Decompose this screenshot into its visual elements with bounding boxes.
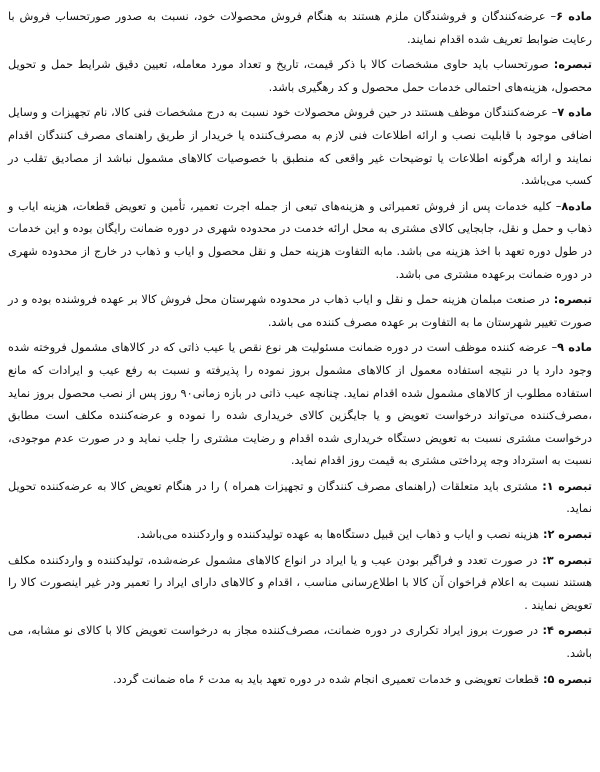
paragraph-text: عرضه کننده موظف است در دوره ضمانت مسئولیت هر نوع نقص یا عیب ذاتی که در کالاهای مشمول فروخته شده وجود دارد یا در نتیجه استفاده معمول از کالاهای مشمول بروز نموده را پذیرفته و نسبت به رفع عیب و ایرادات که مانع استفاده مطلوب از کالاهای مشمول شده اقدام نماید. چنانچه عیب ذاتی در بازه زمانی۹۰ روز پس از نصب محصول بروز نماید ،مصرف‌کننده می‌تواند درخواست تعویض و یا جایگزین کالای خریداری شده را نموده و عرضه‌کننده مکلف است مطابق درخواست مشتری نسبت به تعویض دستگاه خریداری شده اقدام و رضایت مشتری را جلب نماید و در صورت عدم موجودی، نسبت به استرداد وجه پرداختی مشتری به قیمت روز اقدام نماید. [8, 341, 592, 468]
paragraph-heading: ماده ۶ [556, 10, 593, 23]
paragraph-separator: – [547, 106, 558, 120]
paragraph-separator: : [539, 528, 548, 542]
paragraph-separator: : [538, 624, 547, 638]
paragraph-text: در صنعت مبلمان هزینه حمل و نقل و ایاب ذهاب در محدوده شهرستان محل فروش کالا بر عهده فروشنده بوده و در صورت تغییر شهرستان ما به التفاوت بر عهده مصرف کننده می باشد. [8, 293, 592, 329]
article-9-note-1 [8, 476, 592, 521]
paragraph-separator: – [547, 341, 558, 355]
paragraph-heading: تبصره ۳ [546, 553, 592, 567]
paragraph-heading: تبصره [558, 58, 592, 72]
paragraph-text: صورتحساب باید حاوی مشخصات کالا با ذکر قیمت، تاریخ و تعداد مورد معامله، تعیین دقیق شرایط حمل و تحویل محصول، هزینه‌های احتمالی خدمات حمل محصول و کد رهگیری باشد. [8, 58, 592, 94]
paragraph-text: هزینه نصب و ایاب و ذهاب این قبیل دستگاه‌ها به عهده تولیدکننده و واردکننده می‌باشد. [136, 528, 540, 542]
article-9-note-3 [8, 550, 592, 618]
paragraph-text: عرضه‌کنندگان موظف هستند در حین فروش محصولات خود نسبت به درج مشخصات فنی کالا، نام تجهیزات و وسایل اضافی موجود با قابلیت نصب و ارائه اطلاعات فنی لازم به مصرف‌کننده یا خریدار از طریق راهنمای مصرف کنندگان اقدام نمایند و ارائه هرگونه اطلاعات یا توضیحات غیر واقعی که منطبق با خصوصیات کالاهای مشمول نباشد از مصادیق تقلب در کسب می‌باشد. [8, 106, 592, 188]
paragraph-heading: تبصره ۲ [547, 528, 592, 542]
article-9-note-2 [8, 524, 592, 547]
paragraph-heading: ماده ۹ [557, 341, 592, 355]
article-8-note [8, 289, 592, 334]
paragraph-separator: – [551, 199, 562, 213]
paragraph-heading: تبصره ۵ [547, 672, 592, 686]
paragraph-separator: : [539, 672, 548, 686]
paragraph-separator: : [548, 58, 559, 72]
article-9-note-4 [8, 620, 592, 665]
paragraph-text: مشتری باید متعلقات (راهنمای مصرف کنندگان و تجهیزات همراه ) را در هنگام تعویض کالا به عرضه‌کننده تحویل نماید. [8, 479, 592, 516]
article-7 [8, 102, 592, 192]
paragraph-heading: تبصره ۱ [546, 479, 592, 493]
paragraph-text: در صورت تعدد و فراگیر بودن عیب و یا ایراد در انواع کالاهای مشمول عرضه‌شده، تولیدکننده و واردکننده مکلف هستند نسبت به اعلام فراخوان آن کالا با اطلاع‌رسانی مناسب ، اقدام و کالاهای دارای ایراد را تعمیر ودر غیر اینصورت کالا را تعویض نمایند . [8, 553, 592, 612]
paragraph-text: قطعات تعویضی و خدمات تعمیری انجام شده در دوره تعهد باید به مدت ۶ ماه ضمانت گردد. [113, 672, 540, 686]
article-6-note [8, 54, 592, 99]
paragraph-separator: – [545, 10, 557, 23]
paragraph-heading: تبصره ۴ [546, 624, 592, 638]
paragraph-text: عرضه‌کنندگان و فروشندگان ملزم هستند به هنگام فروش محصولات خود، نسبت به صدور صورتحساب فروش با رعایت ضوابط تعریف شده اقدام نمایند. [8, 10, 592, 46]
article-8 [8, 196, 592, 286]
paragraph-separator: : [537, 479, 547, 493]
paragraph-text: در صورت بروز ایراد تکراری در دوره ضمانت، مصرف‌کننده مجاز به درخواست تعویض کالا با کالای نو مشابه، می باشد. [8, 624, 592, 661]
paragraph-text: کلیه خدمات پس از فروش تعمیراتی و هزینه‌های تبعی از جمله اجرت تعمیر، تأمین و تعویض قطعات، هزینه ایاب و ذهاب و حمل و نقل، جابجایی کالای مشتری به محل ارائه خدمت در محدوده شهری در دوره ضمانت رایگان بوده و این خدمات در طول دوره تعهد با اخذ هزینه می باشد. مابه التفاوت هزینه حمل و نقل محصول و ایاب و ذهاب در خارج از محدوده شهری در دوره ضمانت برعهده مشتری می باشد. [8, 199, 592, 281]
paragraph-separator: : [549, 293, 559, 307]
paragraph-heading: ماده ۷ [557, 106, 592, 120]
article-9-note-5 [8, 669, 592, 692]
paragraph-separator: : [537, 553, 547, 567]
paragraph-heading: تبصره [558, 293, 592, 307]
article-9 [8, 337, 592, 473]
paragraph-heading: ماده۸ [561, 199, 592, 213]
article-6 [8, 6, 592, 51]
